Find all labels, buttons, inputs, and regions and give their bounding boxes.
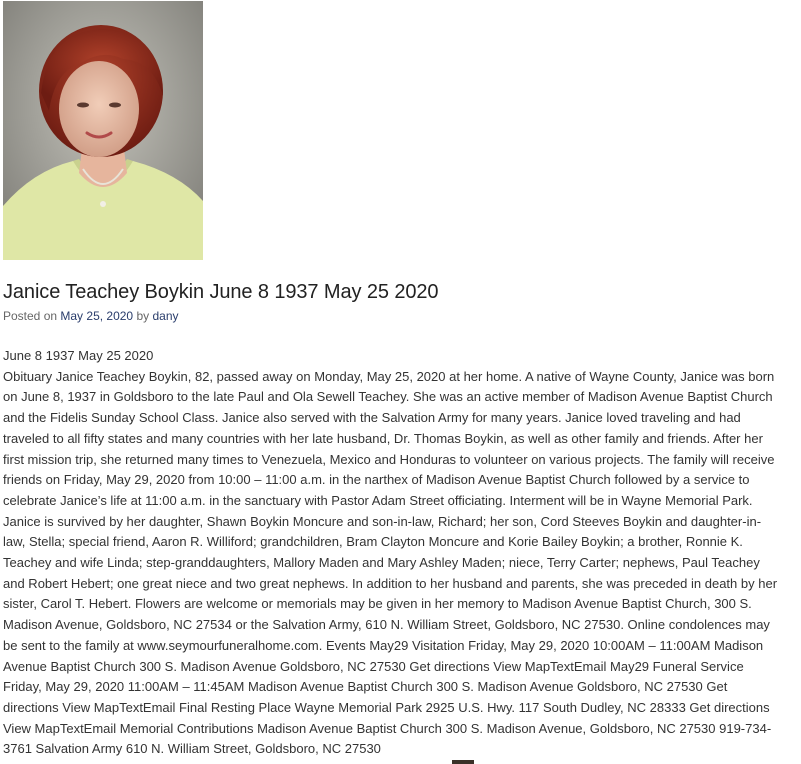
portrait-icon — [3, 1, 203, 260]
post-meta — [3, 309, 179, 323]
dates-line: June 8 1937 May 25 2020 — [3, 348, 154, 363]
posted-on-label: Posted on — [3, 309, 58, 323]
post-title: Janice Teachey Boykin June 8 1937 May 25 2020 — [3, 281, 439, 303]
post-content — [3, 346, 783, 760]
image-fragment — [452, 760, 474, 764]
author-link[interactable]: dany — [152, 309, 179, 323]
by-label: by — [136, 309, 150, 323]
post-date-link[interactable]: May 25, 2020 — [60, 309, 134, 323]
portrait-photo — [3, 1, 203, 260]
obituary-body: Obituary Janice Teachey Boykin, 82, passed away on Monday, May 25, 2020 at her home. A native of Wayne County, Janice was born on June 8, 1937 in Goldsboro to the late Paul and Ola Sewell Teachey. She was an active member of Madison Avenue Baptist Church and the Fidelis Sunday School Class. Janice also served with the Salvation Army for many years. Janice loved traveling and had traveled to all fifty states and many countries with her late husband, Dr. Thomas Boykin, as well as other family and friends. After her first mission trip, she returned many times to Venezuela, Mexico and Honduras to volunteer on various projects. The family will receive friends on Friday, May 29, 2020 from 10:00 – 11:00 a.m. in the narthex of Madison Avenue Baptist Church followed by a service to celebrate Janice’s life at 11:00 a.m. in the sanctuary with Pastor Adam Street officiating. Interment will be in Wayne Memorial Park. Janice is survived by her daughter, Shawn Boykin Moncure and son-in-law, Richard; her son, Cord Steeves Boykin and daughter-in-law, Stella; special friend, Aaron R. Williford; grandchildren, Bram Clayton Moncure and Korie Bailey Boykin; a brother, Ronnie K. Teachey and wife Linda; step-granddaughters, Mallory Maden and Mary Ashley Maden; niece, Terry Carter; nephews, Paul Teachey and Robert Hebert; one great niece and two great nephews. In addition to her husband and parents, she was preceded in death by her sister, Carol T. Hebert. Flowers are welcome or memorials may be given in her memory to Madison Avenue Baptist Church, 300 S. Madison Avenue, Goldsboro, NC 27534 or the Salvation Army, 610 N. William Street, Goldsboro, NC 27530. Online condolences may be sent to the family at www.seymourfuneralhome.com. Events May29 Visitation Friday, May 29, 2020 10:00AM – 11:00AM Madison Avenue Baptist Church 300 S. Madison Avenue Goldsboro, NC 27530 Get directions View MapTextEmail May29 Funeral Service Friday, May 29, 2020 11:00AM – 11:45AM Madison Avenue Baptist Church 300 S. Madison Avenue Goldsboro, NC 27530 Get directions View MapTextEmail Final Resting Place Wayne Memorial Park 2925 U.S. Hwy. 117 South Dudley, NC 28333 Get directions View MapTextEmail Memorial Contributions Madison Avenue Baptist Church 300 S. Madison Avenue, Goldsboro, NC 27530 919-734-3761 Salvation Army 610 N. William Street, Goldsboro, NC 27530 — [3, 368, 778, 757]
